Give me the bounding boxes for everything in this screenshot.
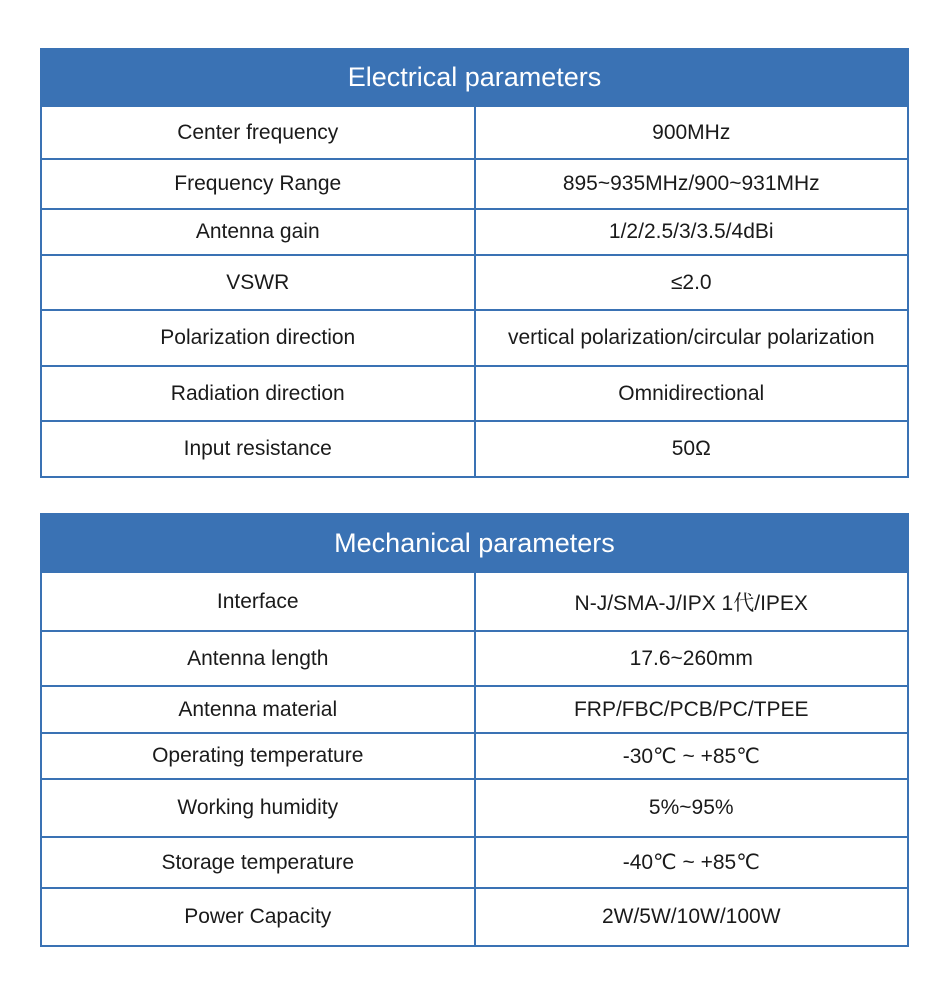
power-capacity-value: 2W/5W/10W/100W: [475, 888, 909, 946]
table-row: [41, 572, 908, 631]
table-row: [41, 779, 908, 837]
mechanical-parameters-table: [40, 513, 909, 947]
input-resistance-value: 50Ω: [475, 421, 909, 477]
frequency-range-value: 895~935MHz/900~931MHz: [475, 159, 909, 209]
storage-temperature-label: Storage temperature: [41, 837, 475, 888]
interface-value: N-J/SMA-J/IPX 1代/IPEX: [475, 572, 909, 631]
operating-temperature-value: -30℃ ~ +85℃: [475, 733, 909, 779]
table-row: [41, 106, 908, 159]
table-row: [41, 209, 908, 255]
antenna-gain-value: 1/2/2.5/3/3.5/4dBi: [475, 209, 909, 255]
table-row: [41, 733, 908, 779]
input-resistance-label: Input resistance: [41, 421, 475, 477]
table-row: [41, 366, 908, 421]
storage-temperature-value: -40℃ ~ +85℃: [475, 837, 909, 888]
antenna-material-value: FRP/FBC/PCB/PC/TPEE: [475, 686, 909, 733]
table-row: [41, 686, 908, 733]
radiation-direction-value: Omnidirectional: [475, 366, 909, 421]
mechanical-parameters-title: Mechanical parameters: [41, 514, 908, 572]
table-row: [41, 310, 908, 366]
working-humidity-label: Working humidity: [41, 779, 475, 837]
frequency-range-label: Frequency Range: [41, 159, 475, 209]
antenna-length-value: 17.6~260mm: [475, 631, 909, 686]
electrical-parameters-title: Electrical parameters: [41, 49, 908, 106]
antenna-gain-label: Antenna gain: [41, 209, 475, 255]
working-humidity-value: 5%~95%: [475, 779, 909, 837]
table-row: [41, 837, 908, 888]
vswr-value: ≤2.0: [475, 255, 909, 310]
radiation-direction-label: Radiation direction: [41, 366, 475, 421]
center-frequency-value: 900MHz: [475, 106, 909, 159]
center-frequency-label: Center frequency: [41, 106, 475, 159]
table-row: [41, 421, 908, 477]
vswr-label: VSWR: [41, 255, 475, 310]
table-row: [41, 631, 908, 686]
table-row: [41, 255, 908, 310]
electrical-parameters-table: [40, 48, 909, 478]
power-capacity-label: Power Capacity: [41, 888, 475, 946]
operating-temperature-label: Operating temperature: [41, 733, 475, 779]
table-row: [41, 159, 908, 209]
polarization-direction-label: Polarization direction: [41, 310, 475, 366]
antenna-length-label: Antenna length: [41, 631, 475, 686]
interface-label: Interface: [41, 572, 475, 631]
antenna-material-label: Antenna material: [41, 686, 475, 733]
table-row: [41, 888, 908, 946]
polarization-direction-value: vertical polarization/circular polarization: [475, 310, 909, 366]
